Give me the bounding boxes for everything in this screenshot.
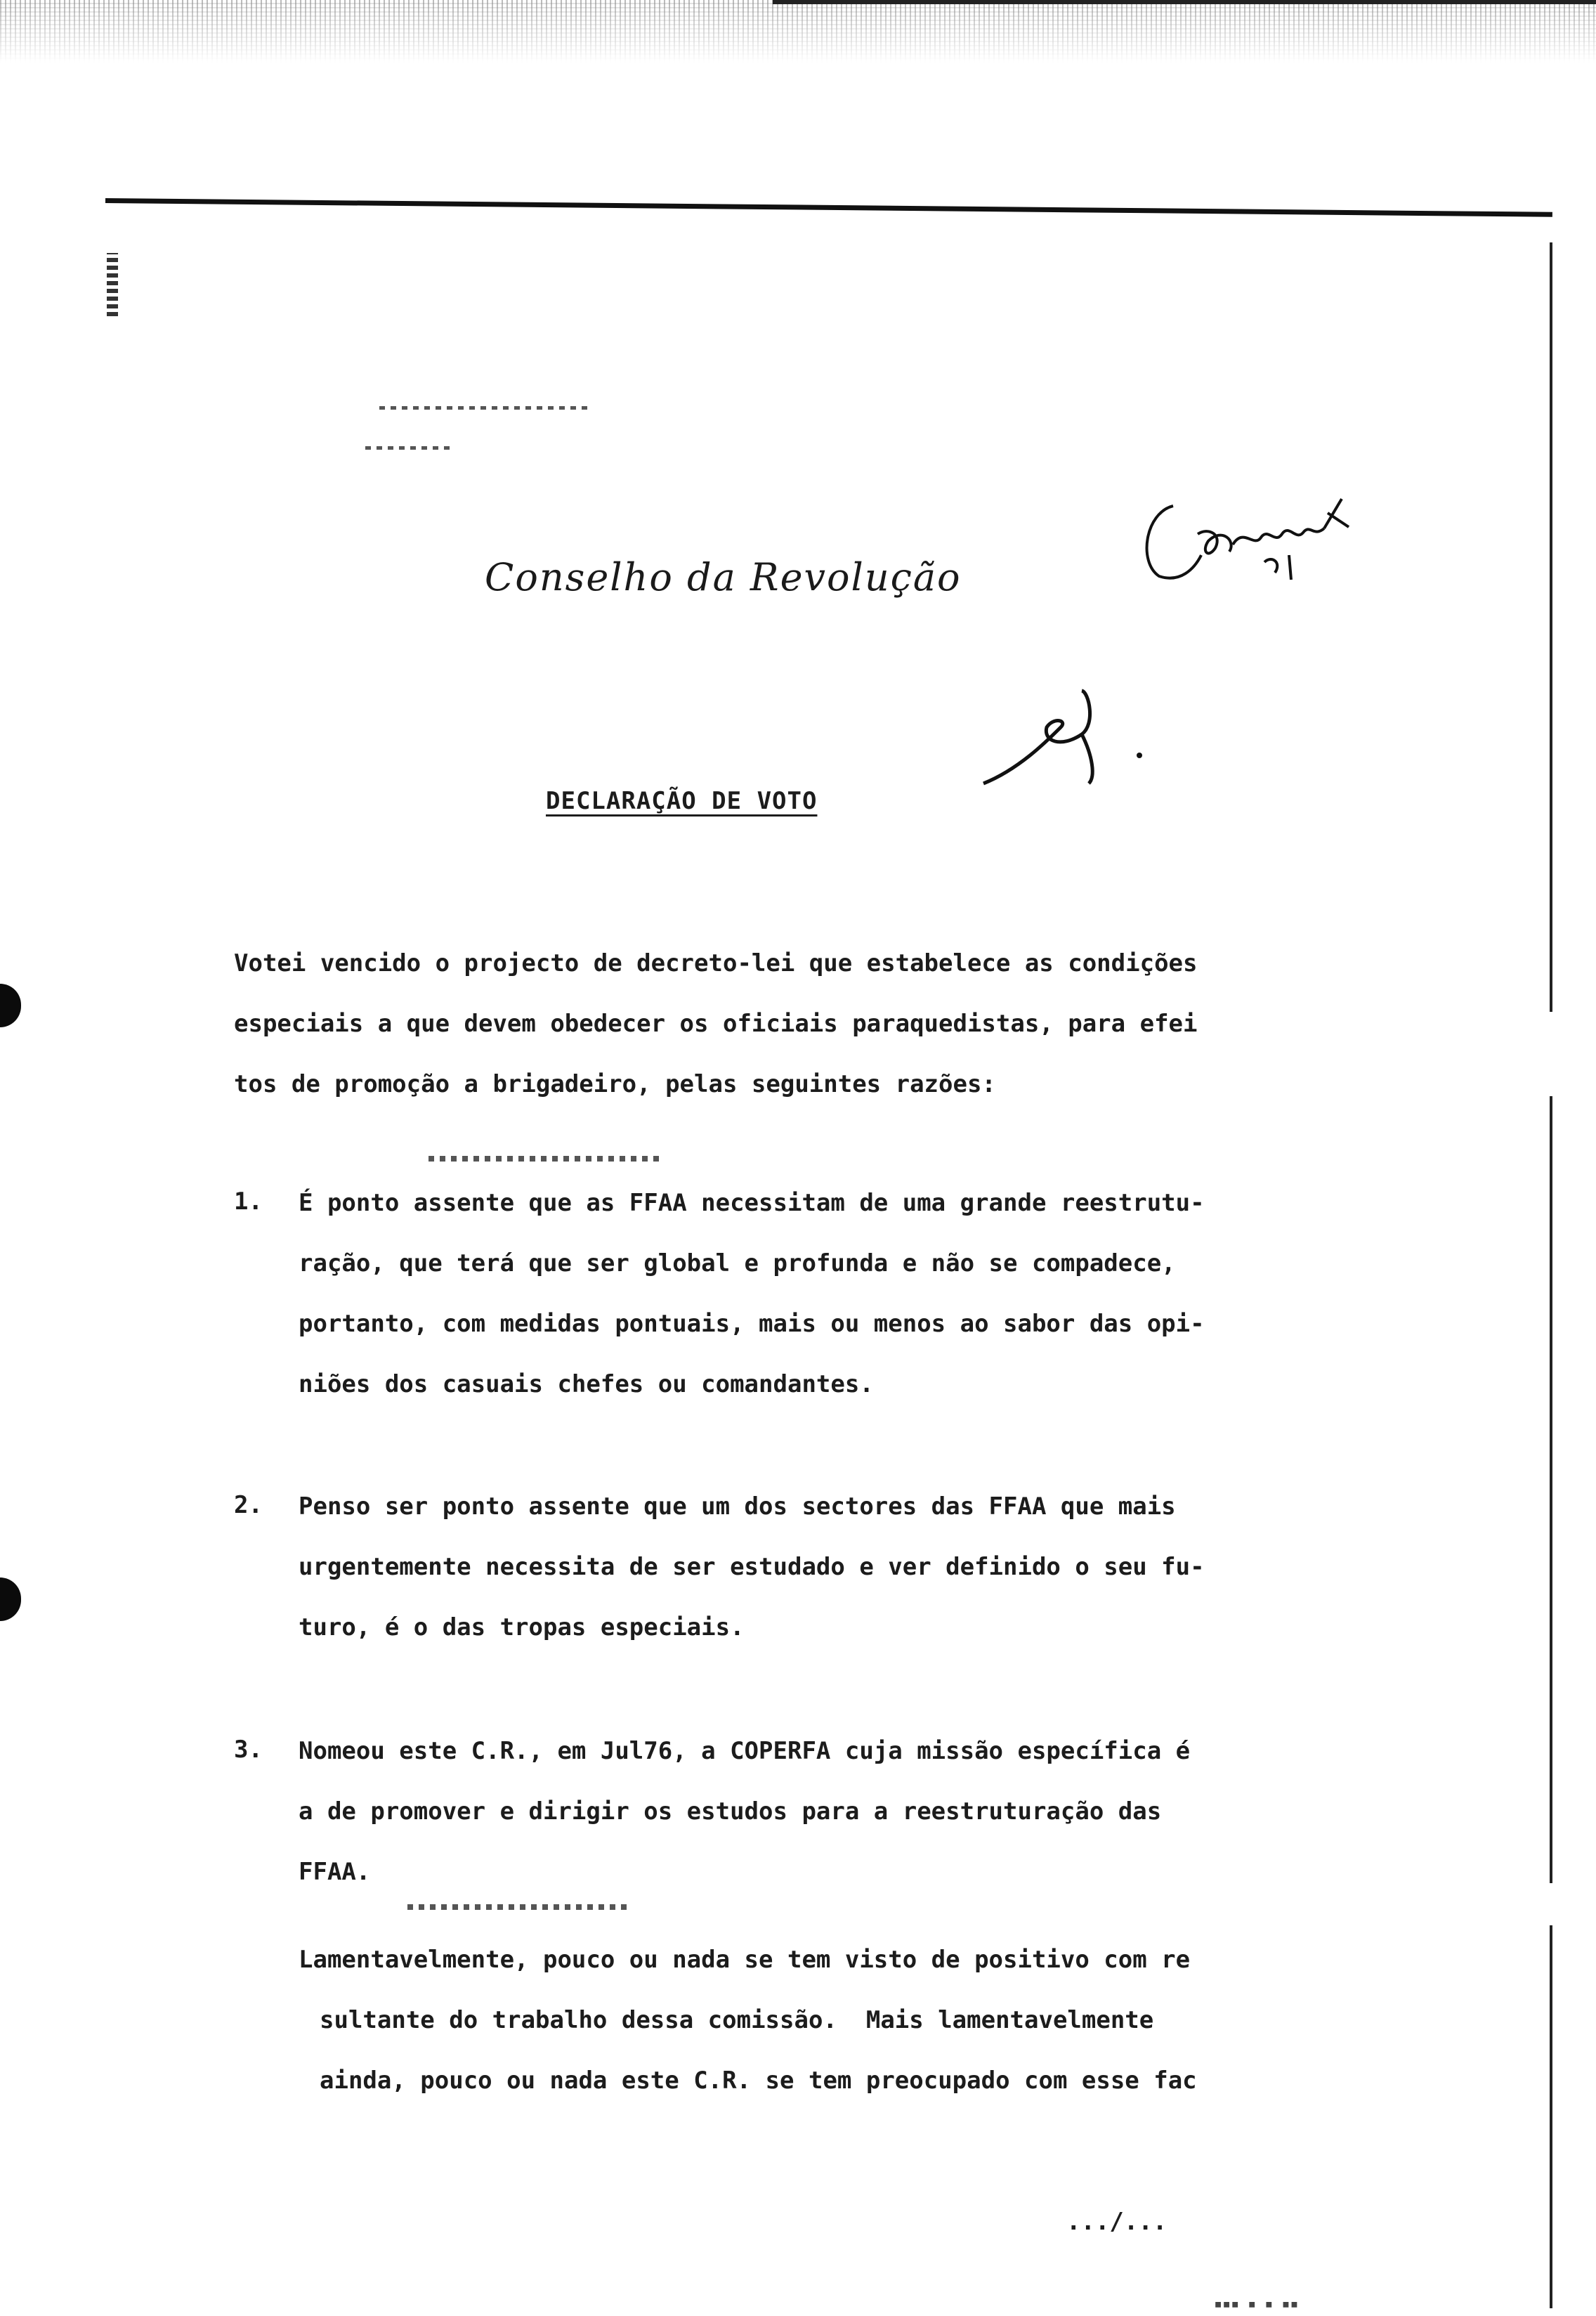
- item-line: FFAA.: [299, 1858, 371, 1886]
- margin-mark: [107, 253, 118, 316]
- intro-line: tos de promoção a brigadeiro, pelas seguintes razões:: [234, 1070, 996, 1098]
- intro-paragraph: [234, 933, 1197, 1114]
- punch-hole-top: [0, 984, 21, 1027]
- item-line: ainda, pouco ou nada este C.R. se tem preocupado com esse fac: [320, 2067, 1197, 2095]
- item-line: a de promover e dirigir os estudos para a reestruturação das: [299, 1797, 1162, 1826]
- item-line: ração, que terá que ser global e profunda e não se compadece,: [299, 1249, 1176, 1277]
- item-line: É ponto assente que as FFAA necessitam de uma grande reestrutu-: [299, 1189, 1205, 1217]
- item-3-continuation: [299, 1930, 1197, 2111]
- item-number: 3.: [234, 1736, 263, 1764]
- item-line: Penso ser ponto assente que um dos sectores das FFAA que mais: [299, 1492, 1176, 1521]
- item-number: 1.: [234, 1188, 263, 1216]
- item-line: turo, é o das tropas especiais.: [299, 1613, 745, 1641]
- corner-code-smudge: ▪▪▪ ▪ ▪ ▪▪: [1214, 2295, 1299, 2312]
- header-rule: [105, 198, 1552, 217]
- item-number: 2.: [234, 1491, 263, 1519]
- item-line: urgentemente necessita de ser estudado e ver definido o seu fu-: [299, 1553, 1205, 1581]
- scan-noise: [0, 0, 1596, 63]
- item-2-text: [299, 1476, 1205, 1658]
- intro-line: especiais a que devem obedecer os oficiais paraquedistas, para efei: [234, 1010, 1198, 1038]
- item-line: portanto, com medidas pontuais, mais ou menos ao sabor das opi-: [299, 1310, 1205, 1338]
- item-line: niões dos casuais chefes ou comandantes.: [299, 1370, 874, 1398]
- page-continuation-mark: .../...: [1066, 2208, 1167, 2236]
- item-3-text: [299, 1721, 1190, 1902]
- intro-line: Votei vencido o projecto de decreto-lei que estabelece as condições: [234, 949, 1198, 977]
- item-line: Lamentavelmente, pouco ou nada se tem visto de positivo com re: [299, 1946, 1191, 1974]
- document-title: DECLARAÇÃO DE VOTO: [546, 787, 818, 815]
- item-line: sultante do trabalho dessa comissão. Mais lamentavelmente: [320, 2006, 1154, 2034]
- handwritten-annotation-signature: [1131, 485, 1384, 604]
- punch-hole-bottom: [0, 1577, 21, 1621]
- page-top-edge: [773, 0, 1596, 4]
- page-right-edge: [1550, 242, 1552, 2308]
- handwritten-initials: [976, 685, 1159, 805]
- council-title: Conselho da Revolução: [485, 555, 962, 599]
- item-line: Nomeou este C.R., em Jul76, a COPERFA cuja missão específica é: [299, 1737, 1191, 1765]
- item-1-text: [299, 1173, 1205, 1414]
